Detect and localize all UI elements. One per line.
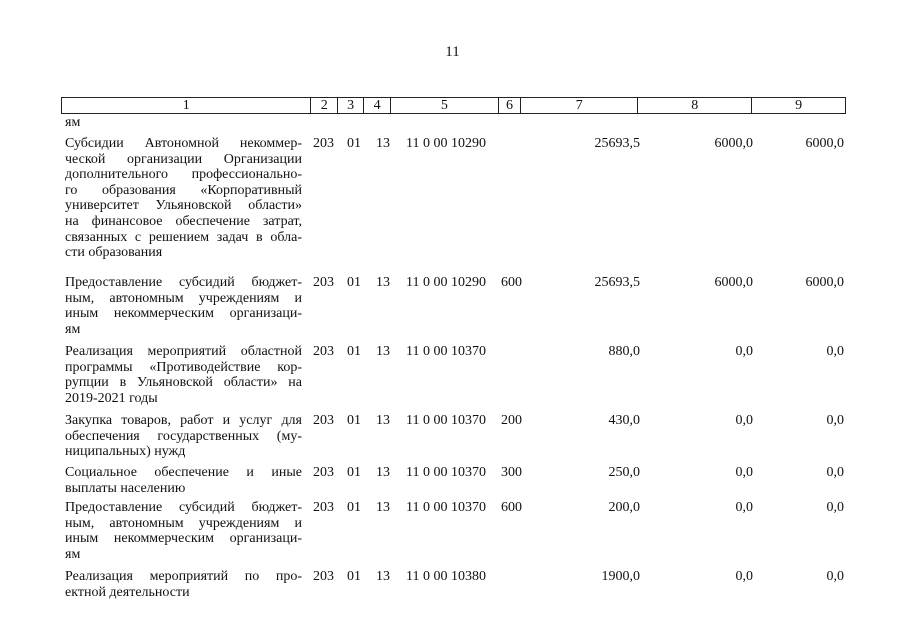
description-line: иным некоммерческим организаци- bbox=[65, 306, 302, 322]
description-line: ектной деятельности bbox=[65, 584, 190, 600]
continuation-text: ям bbox=[65, 115, 81, 130]
cell-c7: 250,0 bbox=[608, 465, 640, 480]
cell-c8: 0,0 bbox=[735, 500, 753, 515]
description-line: Предоставление субсидий бюджет- bbox=[65, 275, 302, 290]
cell-c7: 430,0 bbox=[608, 413, 640, 428]
cell-c6: 600 bbox=[501, 500, 522, 515]
cell-c2: 203 bbox=[313, 344, 334, 359]
cell-c7: 880,0 bbox=[608, 344, 640, 359]
cell-c8: 0,0 bbox=[735, 413, 753, 428]
description-line: программы «Противодействие кор- bbox=[65, 359, 302, 375]
cell-c2: 203 bbox=[313, 500, 334, 515]
cell-c5: 11 0 00 10370 bbox=[406, 413, 486, 428]
description-line: 2019-2021 годы bbox=[65, 390, 158, 406]
description-line: ниципальных) нужд bbox=[65, 444, 186, 460]
cell-c5: 11 0 00 10370 bbox=[406, 344, 486, 359]
cell-c5: 11 0 00 10290 bbox=[406, 275, 486, 290]
cell-c9: 6000,0 bbox=[805, 275, 844, 290]
header-col-6: 6 bbox=[498, 98, 520, 114]
cell-c8: 0,0 bbox=[735, 569, 753, 584]
cell-c9: 0,0 bbox=[826, 344, 844, 359]
page-number: 11 bbox=[445, 44, 460, 60]
row-description bbox=[65, 465, 302, 496]
header-col-2: 2 bbox=[311, 98, 337, 114]
cell-c4: 13 bbox=[376, 413, 390, 428]
header-col-4: 4 bbox=[364, 98, 390, 114]
row-description bbox=[65, 275, 302, 337]
cell-c5: 11 0 00 10380 bbox=[406, 569, 486, 584]
row-description bbox=[65, 569, 302, 600]
cell-c4: 13 bbox=[376, 275, 390, 290]
cell-c7: 1900,0 bbox=[601, 569, 640, 584]
description-line: ным, автономным учреждениям и bbox=[65, 290, 302, 306]
cell-c4: 13 bbox=[376, 344, 390, 359]
description-line: ческой организации Организации bbox=[65, 151, 302, 167]
header-col-3: 3 bbox=[337, 98, 363, 114]
cell-c5: 11 0 00 10370 bbox=[406, 465, 486, 480]
description-line: иным некоммерческим организаци- bbox=[65, 531, 302, 547]
description-line: дополнительного профессионально- bbox=[65, 167, 302, 183]
cell-c5: 11 0 00 10370 bbox=[406, 500, 486, 515]
description-line: рупции в Ульяновской области» на bbox=[65, 375, 302, 391]
cell-c8: 6000,0 bbox=[714, 136, 753, 151]
table-header bbox=[61, 97, 846, 114]
description-line: университет Ульяновской области» bbox=[65, 198, 302, 214]
description-line: Предоставление субсидий бюджет- bbox=[65, 500, 302, 515]
cell-c3: 01 bbox=[347, 465, 361, 480]
cell-c4: 13 bbox=[376, 500, 390, 515]
cell-c2: 203 bbox=[313, 413, 334, 428]
description-line: Закупка товаров, работ и услуг для bbox=[65, 413, 302, 428]
cell-c4: 13 bbox=[376, 569, 390, 584]
cell-c7: 200,0 bbox=[608, 500, 640, 515]
cell-c7: 25693,5 bbox=[594, 136, 640, 151]
header-col-8: 8 bbox=[638, 98, 752, 114]
description-line: Реализация мероприятий областной bbox=[65, 344, 302, 359]
cell-c9: 0,0 bbox=[826, 500, 844, 515]
description-line: ным, автономным учреждениям и bbox=[65, 515, 302, 531]
description-line: Реализация мероприятий по про- bbox=[65, 569, 302, 584]
cell-c8: 6000,0 bbox=[714, 275, 753, 290]
row-description bbox=[65, 136, 302, 261]
cell-c3: 01 bbox=[347, 275, 361, 290]
header-col-9: 9 bbox=[752, 98, 846, 114]
row-description bbox=[65, 344, 302, 406]
cell-c3: 01 bbox=[347, 413, 361, 428]
cell-c2: 203 bbox=[313, 465, 334, 480]
cell-c5: 11 0 00 10290 bbox=[406, 136, 486, 151]
cell-c9: 0,0 bbox=[826, 465, 844, 480]
cell-c6: 300 bbox=[501, 465, 522, 480]
description-line: связанных с решением задач в обла- bbox=[65, 229, 302, 245]
cell-c3: 01 bbox=[347, 344, 361, 359]
cell-c9: 0,0 bbox=[826, 569, 844, 584]
cell-c9: 6000,0 bbox=[805, 136, 844, 151]
cell-c7: 25693,5 bbox=[594, 275, 640, 290]
cell-c4: 13 bbox=[376, 465, 390, 480]
cell-c3: 01 bbox=[347, 569, 361, 584]
description-line: на финансовое обеспечение затрат, bbox=[65, 213, 302, 229]
cell-c6: 200 bbox=[501, 413, 522, 428]
cell-c2: 203 bbox=[313, 569, 334, 584]
cell-c4: 13 bbox=[376, 136, 390, 151]
description-line: обеспечения государственных (му- bbox=[65, 428, 302, 444]
cell-c9: 0,0 bbox=[826, 413, 844, 428]
header-col-7: 7 bbox=[521, 98, 638, 114]
description-line: выплаты населению bbox=[65, 480, 186, 496]
description-line: го образования «Корпоративный bbox=[65, 182, 302, 198]
header-col-5: 5 bbox=[390, 98, 498, 114]
cell-c3: 01 bbox=[347, 136, 361, 151]
description-line: сти образования bbox=[65, 245, 163, 261]
row-description bbox=[65, 413, 302, 460]
cell-c2: 203 bbox=[313, 136, 334, 151]
cell-c6: 600 bbox=[501, 275, 522, 290]
description-line: ям bbox=[65, 546, 81, 562]
cell-c3: 01 bbox=[347, 500, 361, 515]
description-line: Субсидии Автономной некоммер- bbox=[65, 136, 302, 151]
cell-c2: 203 bbox=[313, 275, 334, 290]
row-description bbox=[65, 500, 302, 562]
header-col-1: 1 bbox=[62, 98, 311, 114]
cell-c8: 0,0 bbox=[735, 465, 753, 480]
cell-c8: 0,0 bbox=[735, 344, 753, 359]
description-line: ям bbox=[65, 321, 81, 337]
description-line: Социальное обеспечение и иные bbox=[65, 465, 302, 480]
